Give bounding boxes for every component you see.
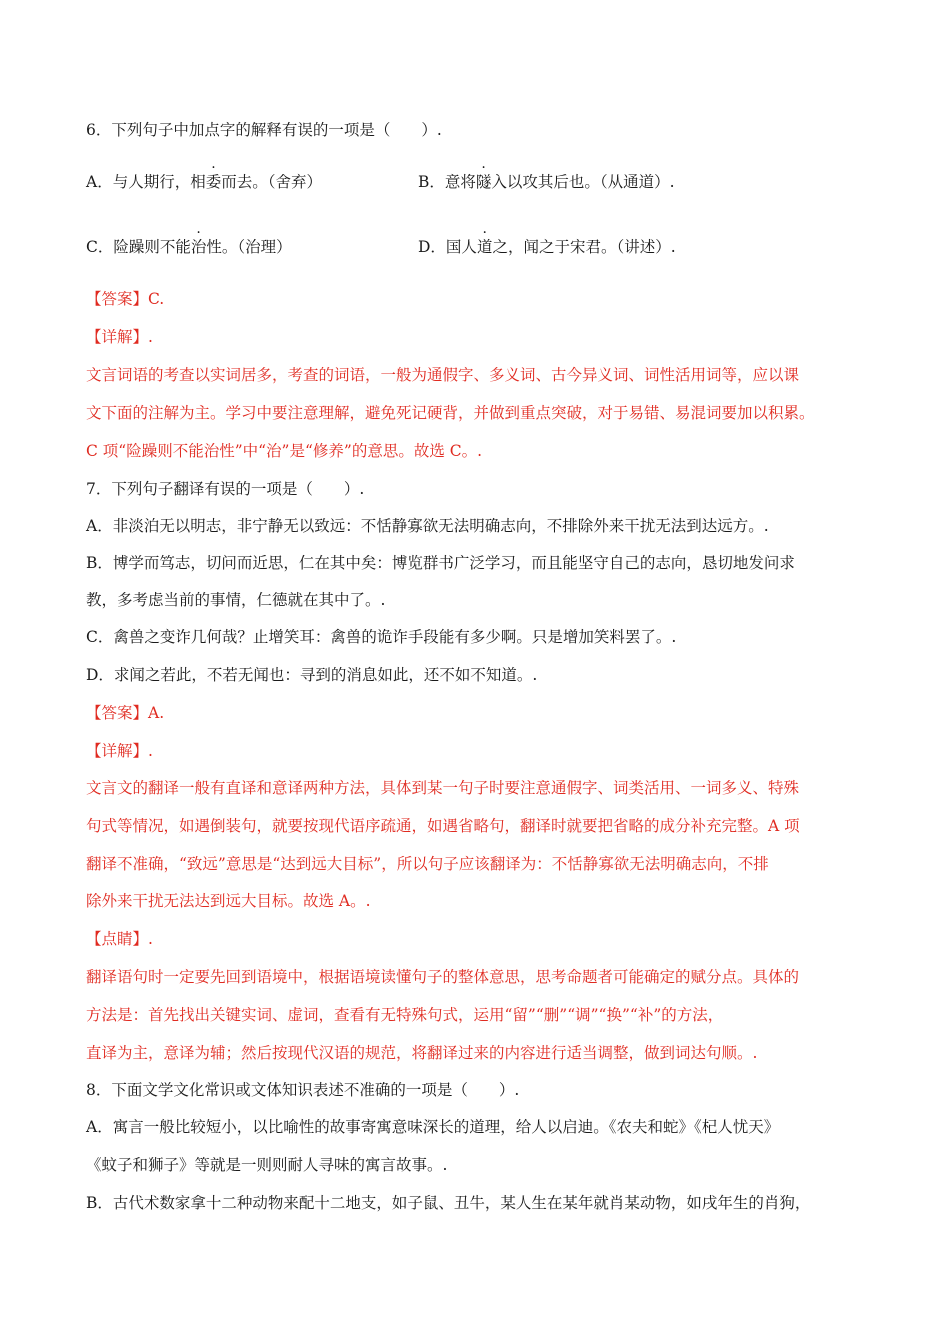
q7-option: D．求闻之若此，不若无闻也：寻到的消息如此，还不如不知道。. <box>86 666 538 684</box>
q6-option-a-dotted-char: 委 <box>205 173 222 191</box>
q6-option-a: A．与人期行，相委而去。（舍弃） <box>86 173 322 191</box>
q6-detail-line: 文言词语的考查以实词居多，考查的词语，一般为通假字、多义词、古今异义词、词性活用词等，应以课 <box>86 366 800 384</box>
q7-detail-line: 除外来干扰无法达到远大目标。故选 A。. <box>86 892 371 910</box>
q6-option-d-dotted-char: 道 <box>476 238 493 256</box>
q7-stem: 7．下列句子翻译有误的一项是（ ）. <box>86 480 365 498</box>
q7-answer: 【答案】A. <box>86 704 165 722</box>
q7-tip-line: 方法是：首先找出关键实词、虚词，查看有无特殊句式，运用“留”“删”“调”“换”“补”的方法， <box>86 1006 724 1024</box>
q8-stem: 8．下面文学文化常识或文体知识表述不准确的一项是（ ）. <box>86 1081 520 1099</box>
q8-line: B．古代术数家拿十二种动物来配十二地支，如子鼠、丑牛，某人生在某年就肖某动物，如戌年生的肖狗， <box>86 1194 811 1212</box>
q7-tip-line: 翻译语句时一定要先回到语境中，根据语境读懂句子的整体意思，思考命题者可能确定的赋分点。具体的 <box>86 968 800 986</box>
q6-stem: 6．下列句子中加点字的解释有误的一项是（ ）. <box>86 121 442 139</box>
q6-detail-label: 【详解】. <box>86 328 153 346</box>
q7-tip-line: 直译为主，意译为辅；然后按现代汉语的规范，将翻译过来的内容进行适当调整，做到词达句顺。. <box>86 1044 758 1062</box>
q7-option: A．非淡泊无以明志，非宁静无以致远：不恬静寡欲无法明确志向，不排除外来干扰无法到达远方。. <box>86 517 769 535</box>
q7-tip-label: 【点睛】. <box>86 930 153 948</box>
q6-option-d: D．国人道之，闻之于宋君。（讲述）. <box>418 238 676 256</box>
q7-option: 教，多考虑当前的事情，仁德就在其中了。. <box>86 591 386 609</box>
q6-option-c-dotted-char: 治 <box>190 238 207 256</box>
q8-line: 《蚊子和狮子》等就是一则则耐人寻味的寓言故事。. <box>86 1156 448 1174</box>
q6-option-c: C．险躁则不能治性。（治理） <box>86 238 292 256</box>
q7-detail-line: 句式等情况，如遇倒装句，就要按现代语序疏通，如遇省略句，翻译时就要把省略的成分补充完整。A 项 <box>86 817 800 835</box>
q6-detail-line: 文下面的注解为主。学习中要注意理解，避免死记硬背，并做到重点突破，对于易错、易混词要加以积累。 <box>86 404 815 422</box>
q7-option: C．禽兽之变诈几何哉？止增笑耳：禽兽的诡诈手段能有多少啊。只是增加笑料罢了。. <box>86 628 677 646</box>
q6-option-b: B．意将隧入以攻其后也。（从通道）. <box>418 173 675 191</box>
q6-option-b-dotted-char: 隧 <box>475 173 492 191</box>
q7-detail-line: 文言文的翻译一般有直译和意译两种方法，具体到某一句子时要注意通假字、词类活用、一词多义、特殊 <box>86 779 800 797</box>
q7-detail-label: 【详解】. <box>86 742 153 760</box>
q7-detail-line: 翻译不准确，“致远”意思是“达到远大目标”，所以句子应该翻译为：不恬静寡欲无法明确志向，不排 <box>86 855 769 873</box>
q6-detail-line: C 项“险躁则不能治性”中“治”是“修养”的意思。故选 C。. <box>86 442 483 460</box>
q6-answer: 【答案】C. <box>86 290 165 308</box>
q7-option: B．博学而笃志，切问而近思，仁在其中矣：博览群书广泛学习，而且能坚守自己的志向，恳切地发问求 <box>86 554 795 572</box>
q8-line: A．寓言一般比较短小，以比喻性的故事寄寓意味深长的道理，给人以启迪。《农夫和蛇》《杞人忧天》 <box>86 1118 780 1136</box>
